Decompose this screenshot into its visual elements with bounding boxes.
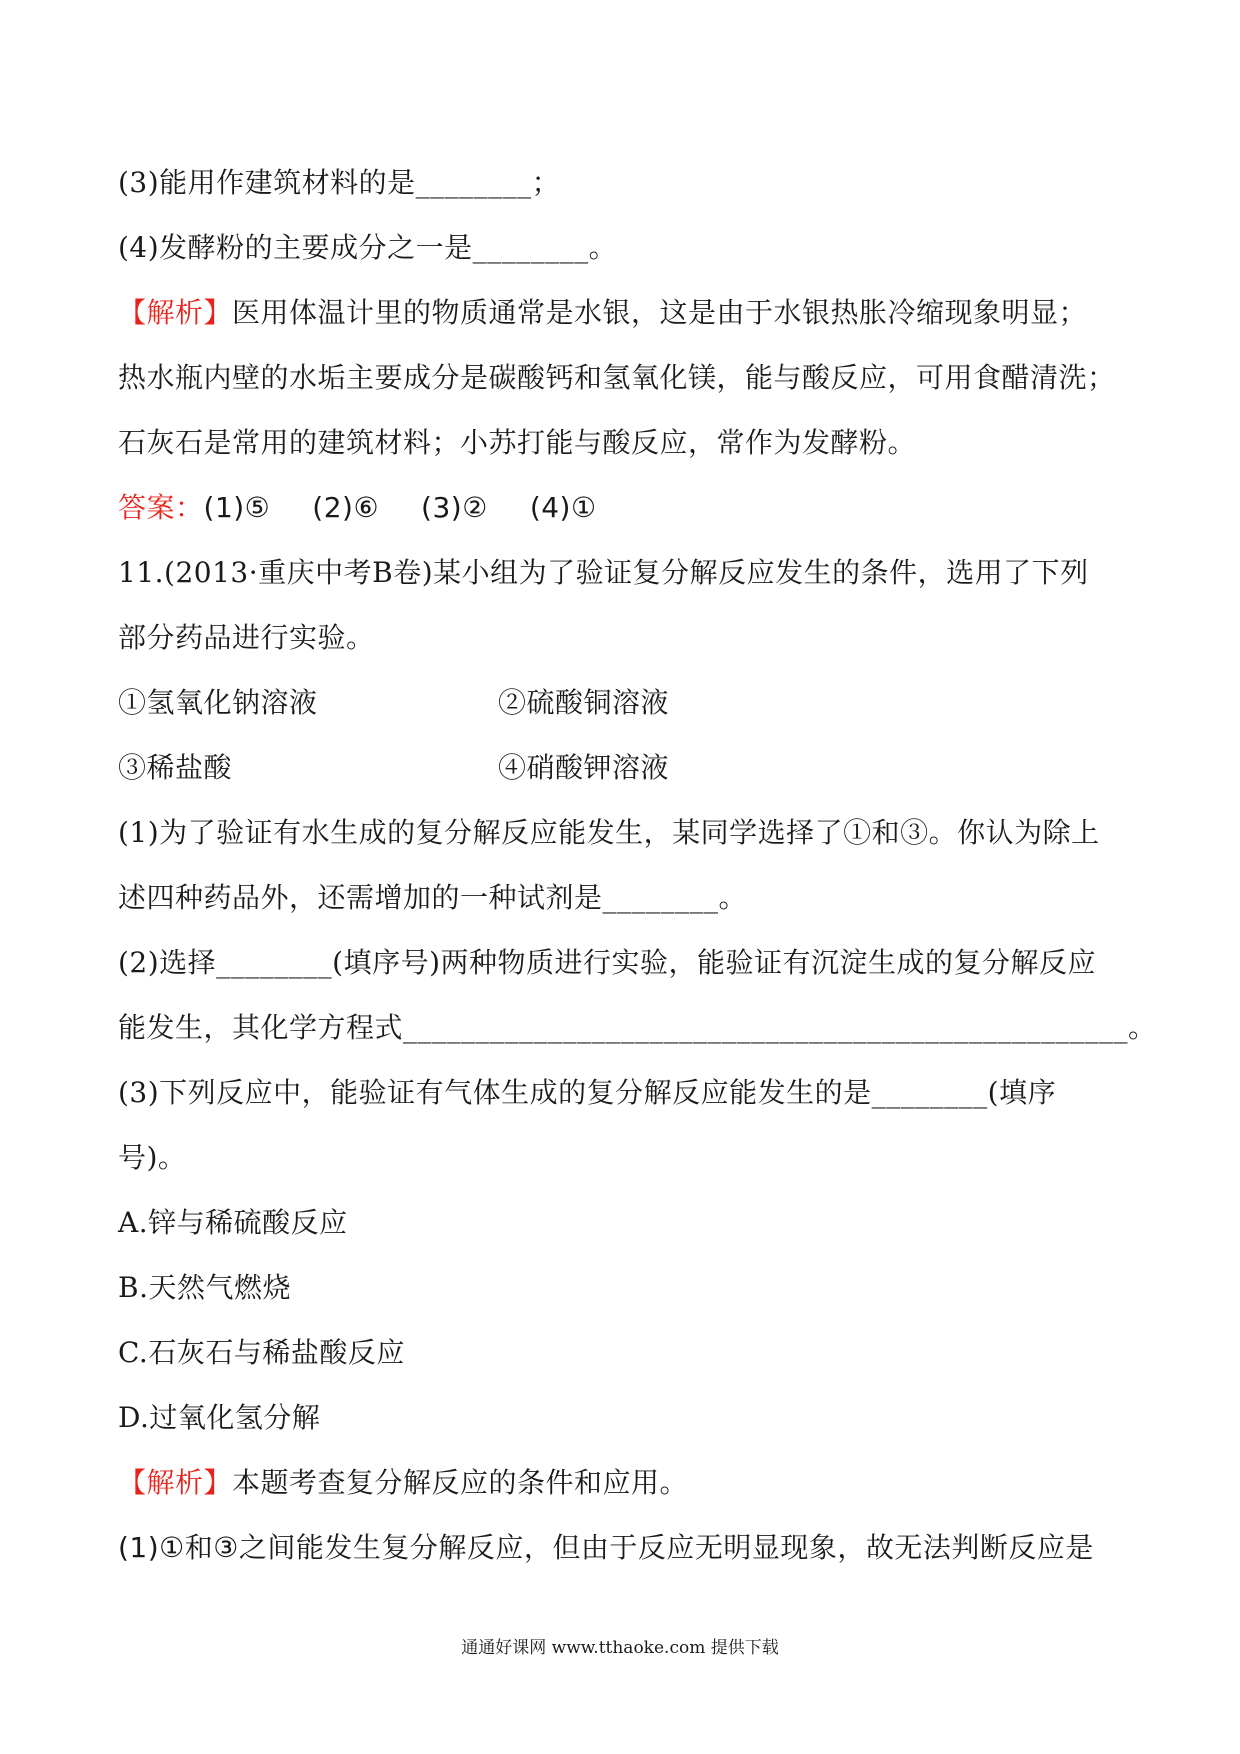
- answer-3: (3)②: [421, 491, 488, 524]
- q11-part2-2: 能发生，其化学方程式__________________________________________________。: [118, 1011, 1157, 1044]
- answer-1: (1)⑤: [203, 491, 271, 524]
- q10-part4: (4)发酵粉的主要成分之一是________。: [118, 231, 618, 264]
- q10-analysis-1: [118, 280, 1128, 345]
- q11-part3-1: (3)下列反应中，能验证有气体生成的复分解反应能发生的是________(填序: [118, 1076, 1057, 1109]
- q11-reagents-row-1: [118, 670, 1128, 735]
- q11-analysis-1: [118, 1450, 1128, 1515]
- page-footer: 通通好课网 www.tthaoke.com 提供下载: [461, 1638, 779, 1658]
- analysis-text: 医用体温计里的物质通常是水银，这是由于水银热胀冷缩现象明显；: [232, 296, 1088, 329]
- q11-option-c: C.石灰石与稀盐酸反应: [118, 1336, 405, 1369]
- q11-part1-1: (1)为了验证有水生成的复分解反应能发生，某同学选择了①和③。你认为除上: [118, 816, 1100, 849]
- q10-answer: [118, 475, 1128, 540]
- document-body: [118, 150, 1157, 1580]
- q11-option-a: A.锌与稀硫酸反应: [118, 1206, 348, 1239]
- q11-part3-2: 号)。: [118, 1141, 187, 1174]
- analysis-text: 本题考查复分解反应的条件和应用。: [232, 1466, 689, 1499]
- q11-stem-2: 部分药品进行实验。: [118, 621, 375, 654]
- q11-option-d: D.过氧化氢分解: [118, 1401, 321, 1434]
- analysis-label: 【解析】: [118, 296, 233, 329]
- q11-reagents-row-2: [118, 735, 1128, 800]
- answer-4: (4)①: [529, 491, 597, 524]
- reagent-3: ③稀盐酸: [118, 751, 233, 784]
- q11-part2-1: (2)选择________(填序号)两种物质进行实验，能验证有沉淀生成的复分解反应: [118, 946, 1097, 979]
- analysis-label: 【解析】: [118, 1466, 233, 1499]
- q11-option-b: B.天然气燃烧: [118, 1271, 291, 1304]
- reagent-1: ①氢氧化钠溶液: [118, 686, 318, 719]
- q11-analysis-2: (1)①和③之间能发生复分解反应，但由于反应无明显现象，故无法判断反应是: [118, 1531, 1094, 1564]
- answer-2: (2)⑥: [312, 491, 380, 524]
- reagent-4: ④硝酸钾溶液: [498, 751, 670, 784]
- q11-stem-1: 11.(2013·重庆中考B卷)某小组为了验证复分解反应发生的条件，选用了下列: [118, 556, 1089, 589]
- q10-analysis-2: 热水瓶内壁的水垢主要成分是碳酸钙和氢氧化镁，能与酸反应，可用食醋清洗；: [118, 361, 1116, 394]
- q10-analysis-3: 石灰石是常用的建筑材料；小苏打能与酸反应，常作为发酵粉。: [118, 426, 917, 459]
- q11-part1-2: 述四种药品外，还需增加的一种试剂是________。: [118, 881, 748, 914]
- answer-label: 答案：: [118, 491, 204, 524]
- q10-part3: (3)能用作建筑材料的是________；: [118, 166, 561, 199]
- reagent-2: ②硫酸铜溶液: [498, 686, 670, 719]
